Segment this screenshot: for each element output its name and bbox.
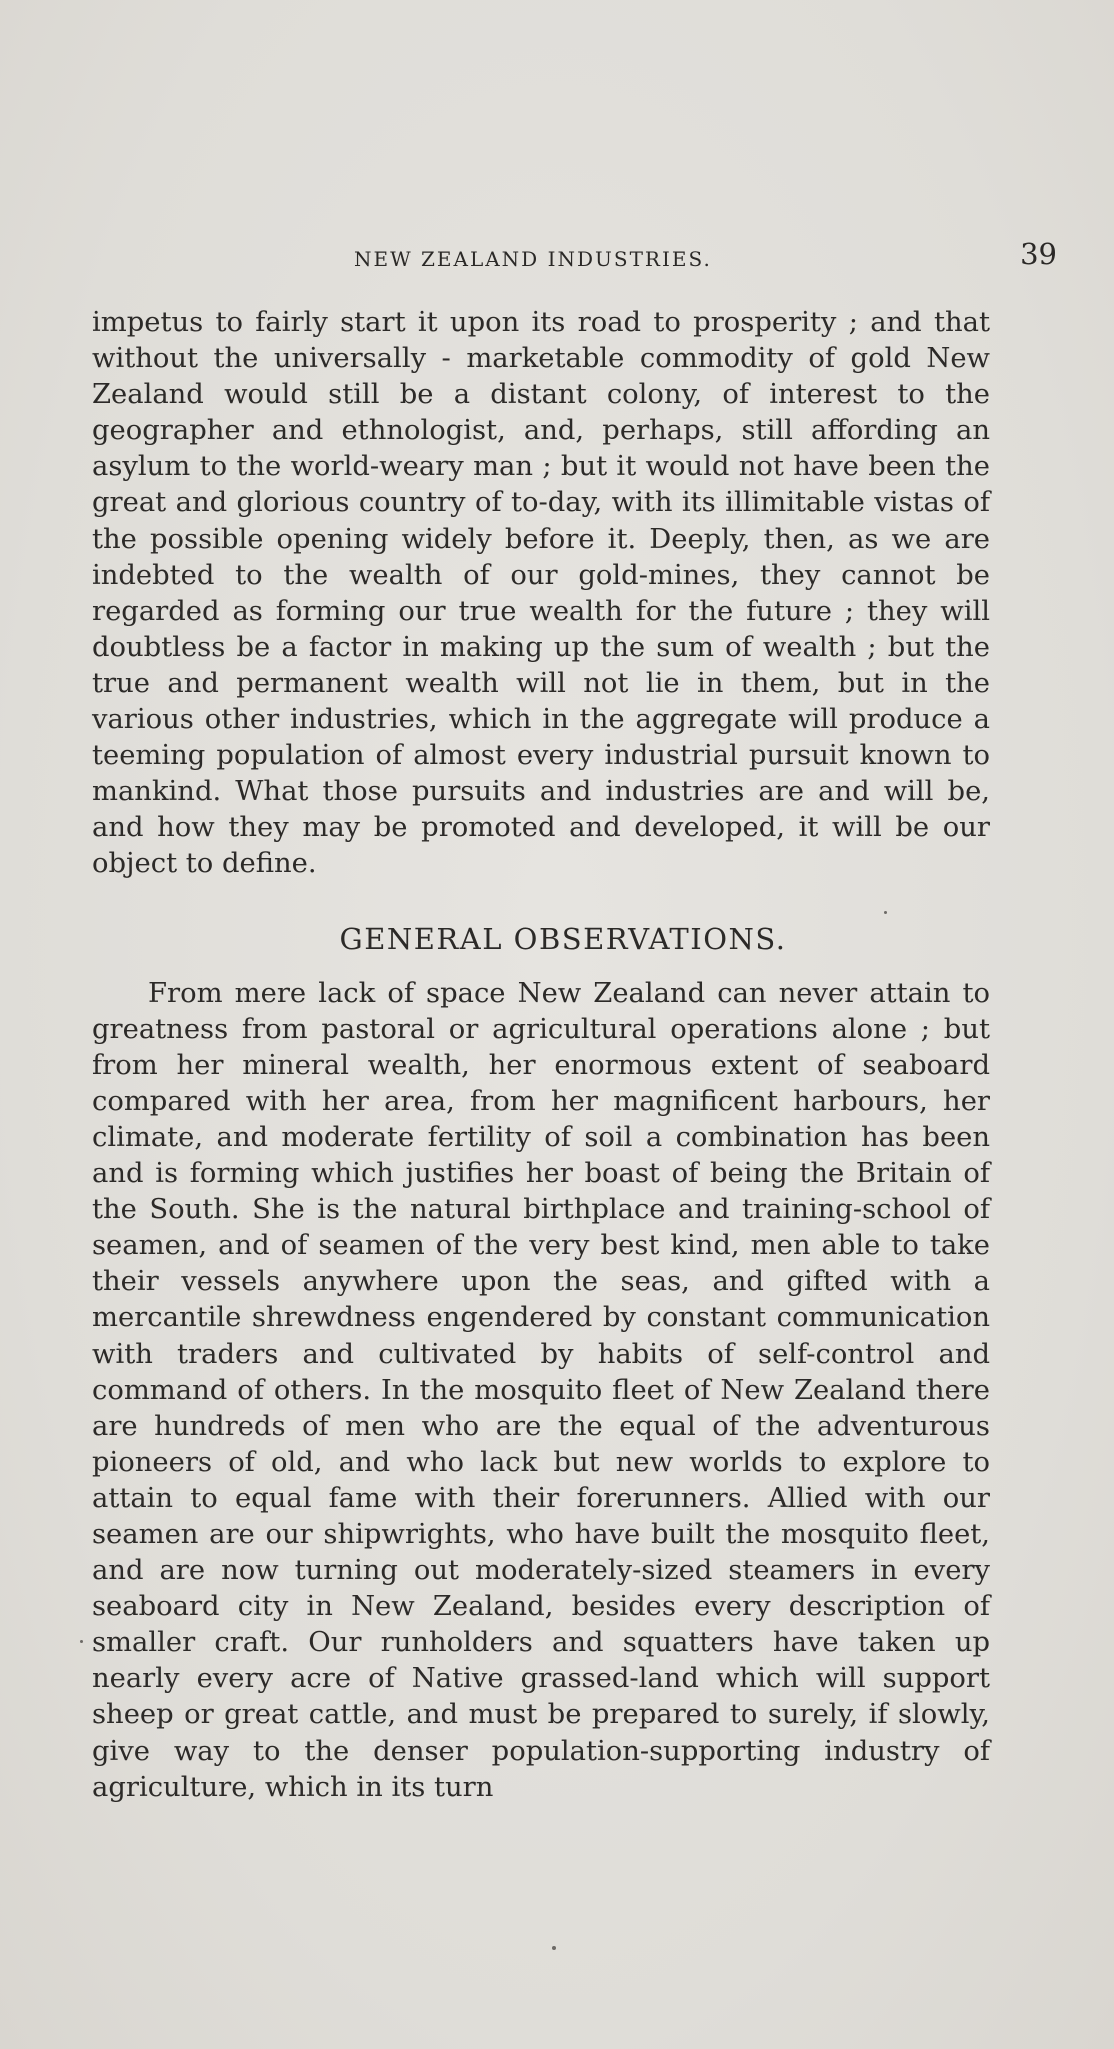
body-text: [92, 305, 990, 1806]
running-head: [92, 237, 1057, 281]
section-paragraph: From mere lack of space New Zealand can never attain to greatness from pastoral or agricultural operations alone ; but from her mineral wealth, her enormous extent of seaboard compared with her area, from her magnificent harbours, her climate, and moderate fertility of soil a combination has been and is forming which justifies her boast of being the Britain of the South. She is the natural birthplace and training-school of seamen, and of seamen of the very best kind, men able to take their vessels anywhere upon the seas, and gifted with a mercantile shrewdness engendered by constant communication with traders and cultivated by habits of self-control and command of others. In the mosquito fleet of New Zealand there are hundreds of men who are the equal of the adventurous pioneers of old, and who lack but new worlds to explore to attain to equal fame with their forerunners. Allied with our seamen are our shipwrights, who have built the mosquito fleet, and are now turning out moderately-sized steamers in every seaboard city in New Zealand, besides every description of smaller craft. Our runholders and squatters have taken up nearly every acre of Native grassed-land which will support sheep or great cattle, and must be prepared to surely, if slowly, give way to the denser population-supporting industry of agriculture, which in its turn: [92, 977, 990, 1803]
print-speck: [552, 1946, 556, 1950]
section-heading: GENERAL OBSERVATIONS.: [339, 921, 787, 956]
page-number: 39: [1020, 237, 1057, 271]
print-speck: [80, 1640, 83, 1643]
running-title: NEW ZEALAND INDUSTRIES.: [354, 247, 712, 271]
opening-paragraph: impetus to fairly start it upon its road to prosperity ; and that without the universally - marketable commodity of gold New Zealand would still be a distant colony, of interest to the geographer and ethnologist, and, perhaps, still affording an asylum to the world-weary man ; but it would not have been the great and glorious country of to-day, with its illimitable vistas of the possible opening widely before it. Deeply, then, as we are indebted to the wealth of our gold-mines, they cannot be regarded as forming our true wealth for the future ; they will doubtless be a factor in making up the sum of wealth ; but the true and permanent wealth will not lie in them, but in the various other industries, which in the aggregate will produce a teeming population of almost every industrial pursuit known to mankind. What those pursuits and industries are and will be, and how they may be promoted and developed, it will be our object to define.: [92, 307, 990, 880]
print-speck: [884, 911, 887, 914]
